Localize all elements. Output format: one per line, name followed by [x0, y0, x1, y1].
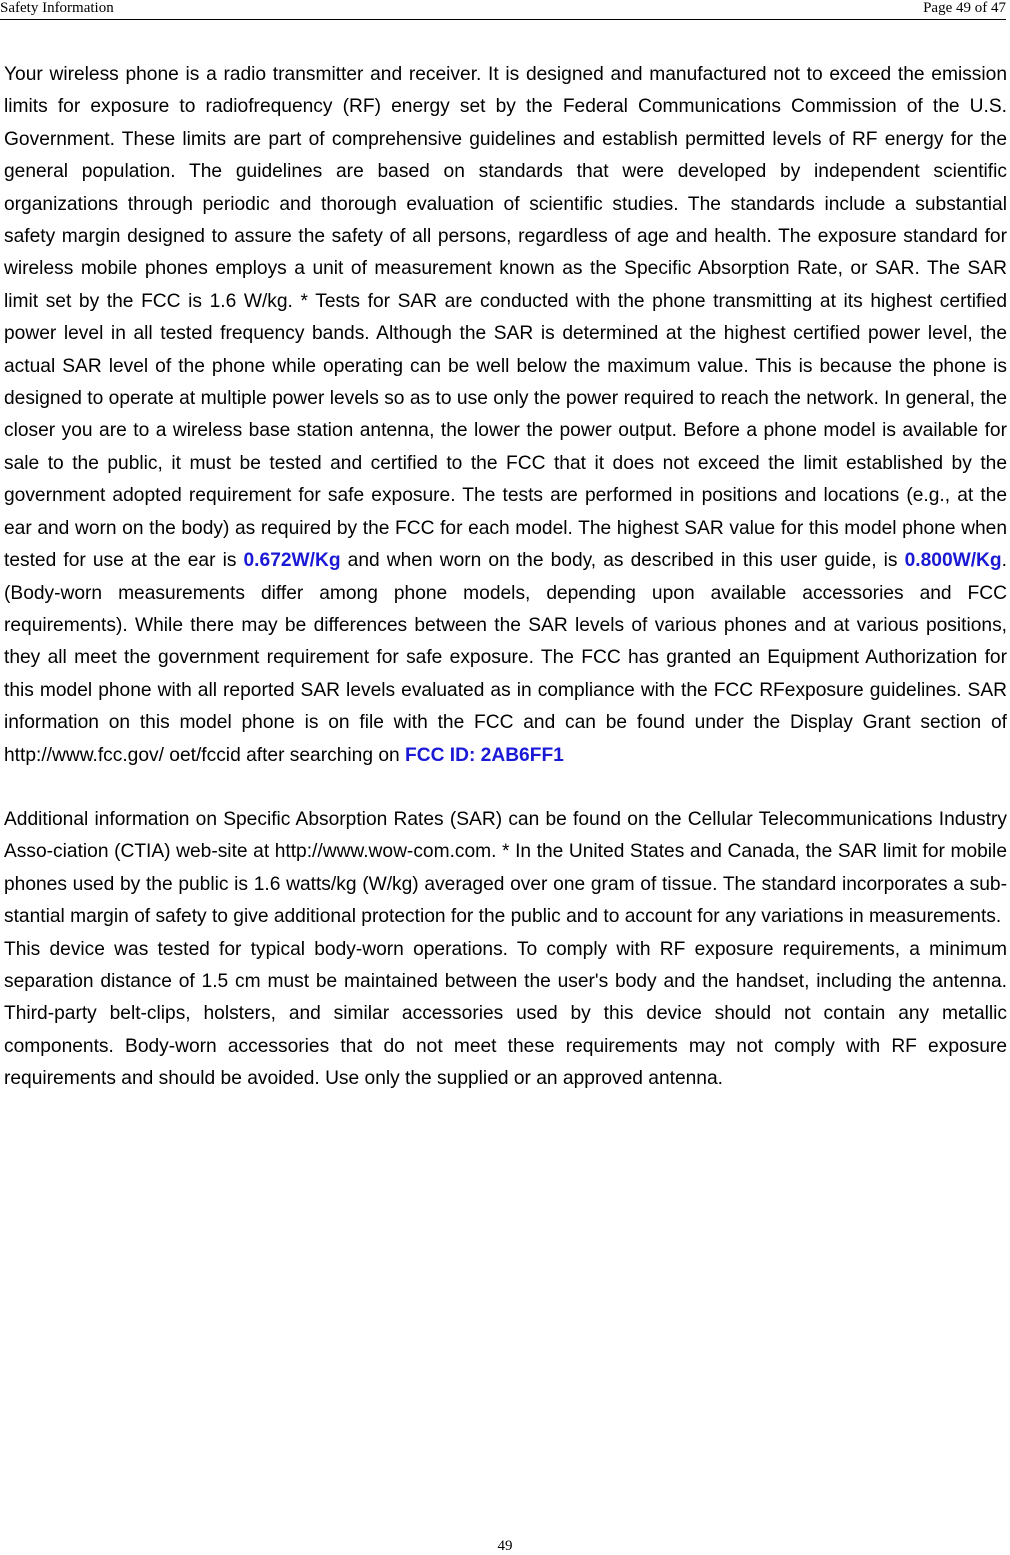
sar-paragraph-text-c: . (Body-worn measurements differ among phone models, depending upon available accessories and FCC requirements). While there may be differences between the SAR levels of various phones and at various positions, they all meet the government requirement for safe exposure. The FCC has granted an Equipment Authorization for this model phone with all reported SAR levels evaluated as in compliance with the FCC RFexposure guidelines. SAR information on this model phone is on file with the FCC and can be found under the Display Grant section of http://www.fcc.gov/ oet/fccid after searching on	[4, 550, 1007, 766]
sar-head-value: 0.672W/Kg	[243, 550, 341, 572]
page-header	[0, 0, 1006, 20]
body-worn-paragraph: This device was tested for typical body-worn operations. To comply with RF exposure requirements, a minimum separation distance of 1.5 cm must be maintained between the user's body and the handset, including the antenna. Third-party belt-clips, holsters, and similar accessories used by this device should not contain any metallic components. Body-worn accessories that do not meet these requirements may not comply with RF exposure requirements and should be avoided. Use only the supplied or an approved antenna.	[4, 938, 1007, 1090]
sar-paragraph-text-a: Your wireless phone is a radio transmitter and receiver. It is designed and manufactured not to exceed the emission limits for exposure to radiofrequency (RF) energy set by the Federal Communications Commission of the U.S. Government. These limits are part of comprehensive guidelines and establish permitted levels of RF energy for the general population. The guidelines are based on standards that were developed by independent scientific organizations through periodic and thorough evaluation of scientific studies. The standards include a substantial safety margin designed to assure the safety of all persons, regardless of age and health. The exposure standard for wireless mobile phones employs a unit of measurement known as the Specific Absorption Rate, or SAR. The SAR limit set by the FCC is 1.6 W/kg. * Tests for SAR are conducted with the phone transmitting at its highest certified power level in all tested frequency bands. Although the SAR is determined at the highest certified power level, the actual SAR level of the phone while operating can be well below the maximum value. This is because the phone is designed to operate at multiple power levels so as to use only the power required to reach the network. In general, the closer you are to a wireless base station antenna, the lower the power output. Before a phone model is available for sale to the public, it must be tested and certified to the FCC that it does not exceed the limit established by the government adopted requirement for safe exposure. The tests are performed in positions and locations (e.g., at the ear and worn on the body) as required by the FCC for each model. The highest SAR value for this model phone when tested for use at the ear is	[4, 64, 1007, 572]
fcc-id: FCC ID: 2AB6FF1	[405, 744, 564, 766]
ctia-paragraph: Additional information on Specific Absorption Rates (SAR) can be found on the Cellular Telecommunications Industry Asso-ciation (CTIA) web-site at http://www.wow-com.com. * In the United States and Canada, the SAR limit for mobile phones used by the public is 1.6 watts/kg (W/kg) averaged over one gram of tissue. The standard incorporates a sub-stantial margin of safety to give additional protection for the public and to account for any variations in measurements.	[4, 808, 1007, 928]
sar-body-value: 0.800W/Kg	[904, 550, 1002, 572]
document-body	[4, 59, 1007, 1096]
sar-paragraph	[4, 59, 1007, 772]
sar-paragraph-text-b: and when worn on the body, as described in this user guide, is	[340, 550, 905, 572]
header-section-title: Safety Information	[0, 0, 114, 16]
header-page-label: Page 49 of 47	[923, 0, 1006, 16]
page-number: 49	[497, 1538, 513, 1554]
